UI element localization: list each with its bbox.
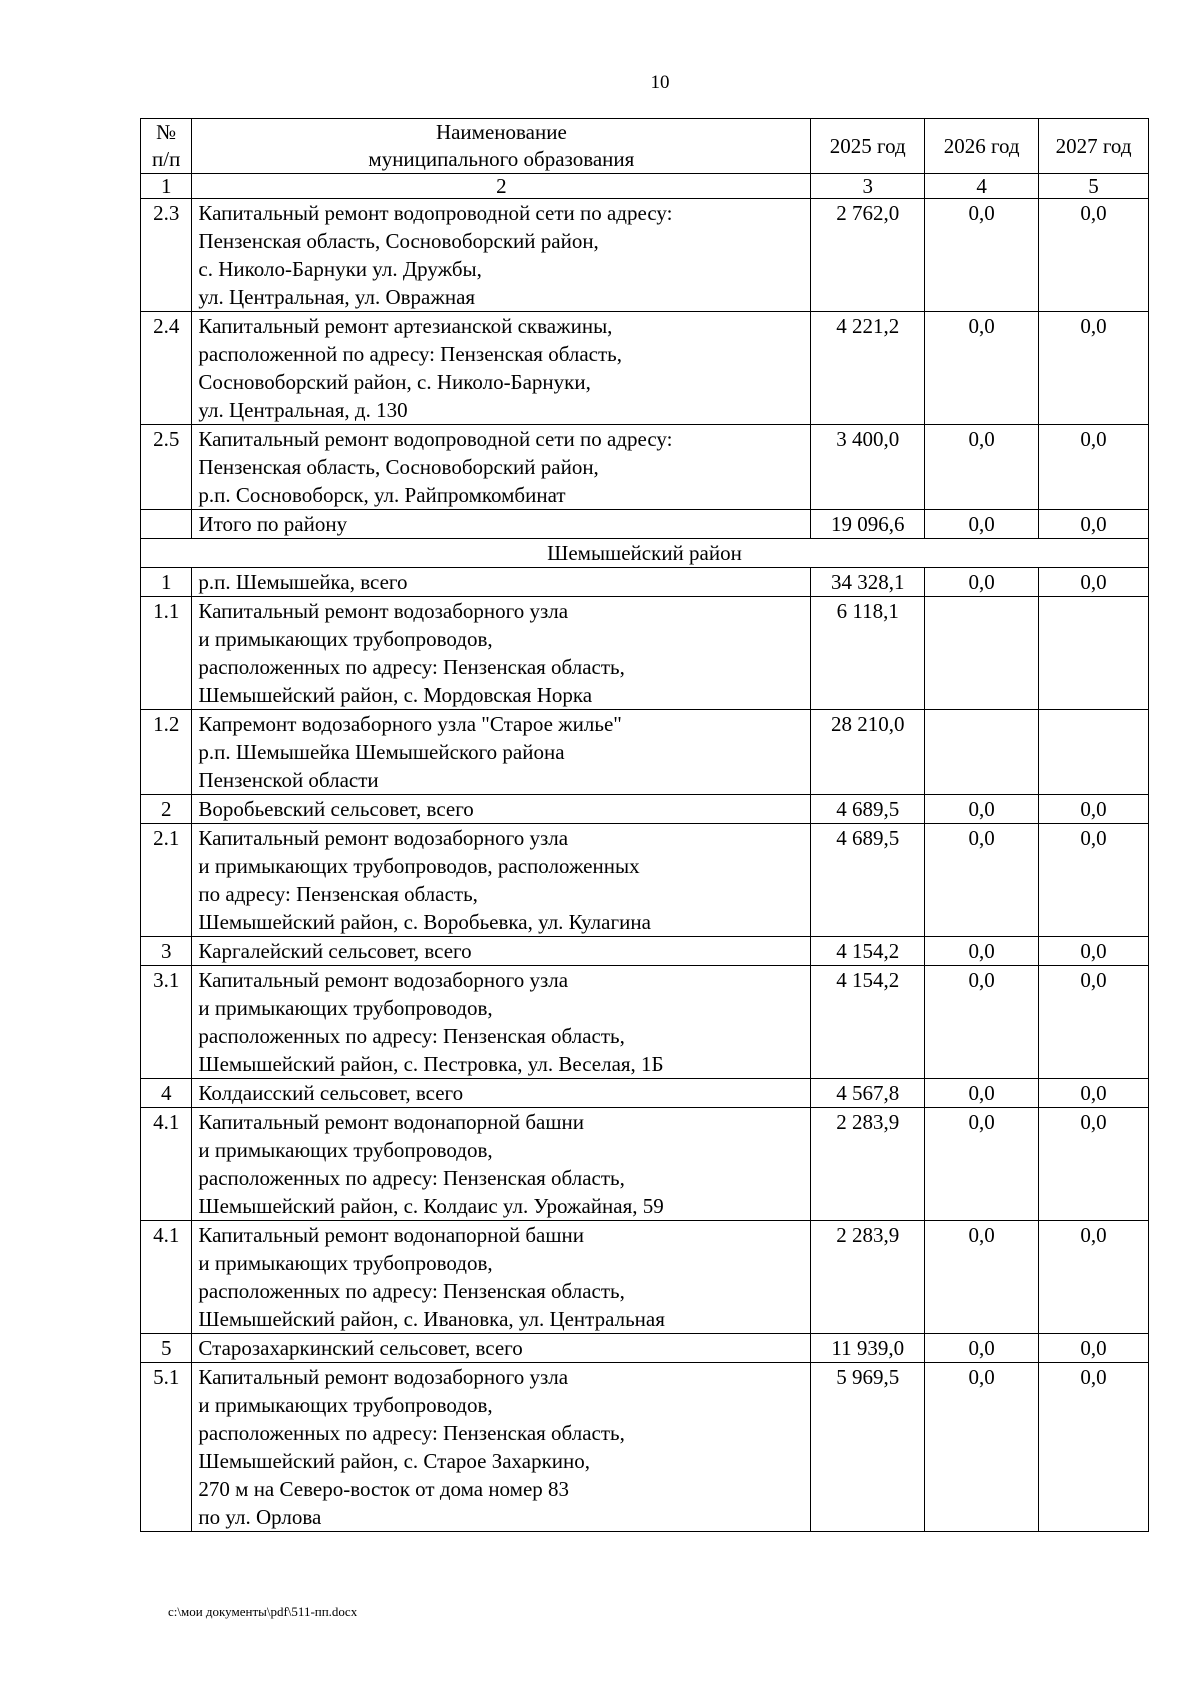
row-name-cell: Воробьевский сельсовет, всего [192,795,811,824]
value-2026-cell: 0,0 [925,568,1039,597]
row-number-cell [141,510,192,539]
header-2025: 2025 год [811,119,925,174]
header-num: № п/п [141,119,192,174]
row-name-cell: Колдаисский сельсовет, всего [192,1079,811,1108]
value-2025-cell: 5 969,5 [811,1363,925,1532]
value-2027-cell: 0,0 [1039,1079,1149,1108]
table-row [141,1079,1149,1108]
value-2026-cell: 0,0 [925,937,1039,966]
table-row [141,710,1149,795]
value-2026-cell: 0,0 [925,1079,1039,1108]
index-cell: 1 [141,174,192,199]
value-2027-cell: 0,0 [1039,795,1149,824]
section-row [141,539,1149,568]
value-2027-cell [1039,597,1149,710]
value-2025-cell: 3 400,0 [811,425,925,510]
row-number-cell: 4 [141,1079,192,1108]
index-cell: 3 [811,174,925,199]
value-2026-cell: 0,0 [925,795,1039,824]
row-number-cell: 1 [141,568,192,597]
row-name-cell: Капитальный ремонт артезианской скважины, расположенной по адресу: Пензенская область, Сосновоборский район, с. Николо-Барнуки, ул. Центральная, д. 130 [192,312,811,425]
value-2027-cell: 0,0 [1039,199,1149,312]
table-row [141,199,1149,312]
table-row [141,824,1149,937]
value-2027-cell: 0,0 [1039,966,1149,1079]
value-2025-cell: 4 689,5 [811,824,925,937]
table-row [141,312,1149,425]
row-name-cell: Капитальный ремонт водопроводной сети по адресу: Пензенская область, Сосновоборский район, р.п. Сосновоборск, ул. Райпромкомбинат [192,425,811,510]
value-2025-cell: 34 328,1 [811,568,925,597]
row-number-cell: 4.1 [141,1108,192,1221]
table-row [141,597,1149,710]
value-2027-cell: 0,0 [1039,1363,1149,1532]
table-row [141,1363,1149,1532]
value-2027-cell: 0,0 [1039,1108,1149,1221]
value-2025-cell: 6 118,1 [811,597,925,710]
value-2025-cell: 2 283,9 [811,1221,925,1334]
index-cell: 4 [925,174,1039,199]
row-name-cell: Старозахаркинский сельсовет, всего [192,1334,811,1363]
row-name-cell: Капитальный ремонт водозаборного узла и примыкающих трубопроводов, расположенных по адресу: Пензенская область, Шемышейский район, с. Воробьевка, ул. Кулагина [192,824,811,937]
funding-table [140,118,1149,1532]
row-name-cell: Капремонт водозаборного узла "Старое жилье" р.п. Шемышейка Шемышейского района Пензенской области [192,710,811,795]
column-index-row [141,174,1149,199]
value-2026-cell: 0,0 [925,1108,1039,1221]
row-number-cell: 2.4 [141,312,192,425]
value-2026-cell: 0,0 [925,1334,1039,1363]
table-row [141,568,1149,597]
value-2026-cell: 0,0 [925,312,1039,425]
table-body [141,199,1149,1532]
row-name-cell: Капитальный ремонт водозаборного узла и примыкающих трубопроводов, расположенных по адресу: Пензенская область, Шемышейский район, с. Пестровка, ул. Веселая, 1Б [192,966,811,1079]
row-number-cell: 5.1 [141,1363,192,1532]
value-2026-cell: 0,0 [925,199,1039,312]
table-header-row [141,119,1149,174]
value-2027-cell: 0,0 [1039,937,1149,966]
row-number-cell: 2 [141,795,192,824]
value-2027-cell: 0,0 [1039,510,1149,539]
index-cell: 5 [1039,174,1149,199]
row-name-cell: Капитальный ремонт водозаборного узла и примыкающих трубопроводов, расположенных по адресу: Пензенская область, Шемышейский район, с. Мордовская Норка [192,597,811,710]
value-2025-cell: 28 210,0 [811,710,925,795]
value-2025-cell: 4 689,5 [811,795,925,824]
index-cell: 2 [192,174,811,199]
row-number-cell: 3.1 [141,966,192,1079]
value-2025-cell: 19 096,6 [811,510,925,539]
value-2025-cell: 2 283,9 [811,1108,925,1221]
row-number-cell: 2.5 [141,425,192,510]
table-row [141,937,1149,966]
section-title: Шемышейский район [141,539,1149,568]
value-2025-cell: 4 154,2 [811,966,925,1079]
footer-file-path: c:\мои документы\pdf\511-пп.docx [168,1604,358,1619]
header-2026: 2026 год [925,119,1039,174]
table-row [141,510,1149,539]
value-2027-cell: 0,0 [1039,568,1149,597]
row-name-cell: Капитальный ремонт водонапорной башни и примыкающих трубопроводов, расположенных по адресу: Пензенская область, Шемышейский район, с. Колдаис ул. Урожайная, 59 [192,1108,811,1221]
page-number: 10 [650,72,670,93]
row-number-cell: 2.3 [141,199,192,312]
row-number-cell: 4.1 [141,1221,192,1334]
value-2027-cell: 0,0 [1039,312,1149,425]
row-number-cell: 1.2 [141,710,192,795]
value-2026-cell: 0,0 [925,510,1039,539]
row-name-cell: Капитальный ремонт водопроводной сети по адресу: Пензенская область, Сосновоборский район, с. Николо-Барнуки ул. Дружбы, ул. Центральная, ул. Овражная [192,199,811,312]
value-2027-cell: 0,0 [1039,425,1149,510]
row-number-cell: 2.1 [141,824,192,937]
value-2026-cell: 0,0 [925,966,1039,1079]
row-name-cell: Капитальный ремонт водонапорной башни и примыкающих трубопроводов, расположенных по адресу: Пензенская область, Шемышейский район, с. Ивановка, ул. Центральная [192,1221,811,1334]
value-2025-cell: 4 221,2 [811,312,925,425]
value-2025-cell: 2 762,0 [811,199,925,312]
value-2026-cell: 0,0 [925,1221,1039,1334]
table-row [141,795,1149,824]
row-number-cell: 5 [141,1334,192,1363]
row-name-cell: р.п. Шемышейка, всего [192,568,811,597]
value-2027-cell: 0,0 [1039,824,1149,937]
row-name-cell: Каргалейский сельсовет, всего [192,937,811,966]
table-row [141,1334,1149,1363]
table-row [141,1221,1149,1334]
row-number-cell: 1.1 [141,597,192,710]
table-row [141,425,1149,510]
value-2025-cell: 4 567,8 [811,1079,925,1108]
table-row [141,966,1149,1079]
value-2026-cell [925,597,1039,710]
header-2027: 2027 год [1039,119,1149,174]
value-2026-cell: 0,0 [925,824,1039,937]
value-2027-cell: 0,0 [1039,1334,1149,1363]
value-2026-cell [925,710,1039,795]
value-2025-cell: 11 939,0 [811,1334,925,1363]
row-number-cell: 3 [141,937,192,966]
row-name-cell: Капитальный ремонт водозаборного узла и примыкающих трубопроводов, расположенных по адресу: Пензенская область, Шемышейский район, с. Старое Захаркино, 270 м на Северо-восток от дома номер 83 по ул. Орлова [192,1363,811,1532]
row-name-cell: Итого по району [192,510,811,539]
value-2027-cell: 0,0 [1039,1221,1149,1334]
value-2026-cell: 0,0 [925,425,1039,510]
value-2026-cell: 0,0 [925,1363,1039,1532]
value-2027-cell [1039,710,1149,795]
header-name: Наименование муниципального образования [192,119,811,174]
value-2025-cell: 4 154,2 [811,937,925,966]
table-row [141,1108,1149,1221]
